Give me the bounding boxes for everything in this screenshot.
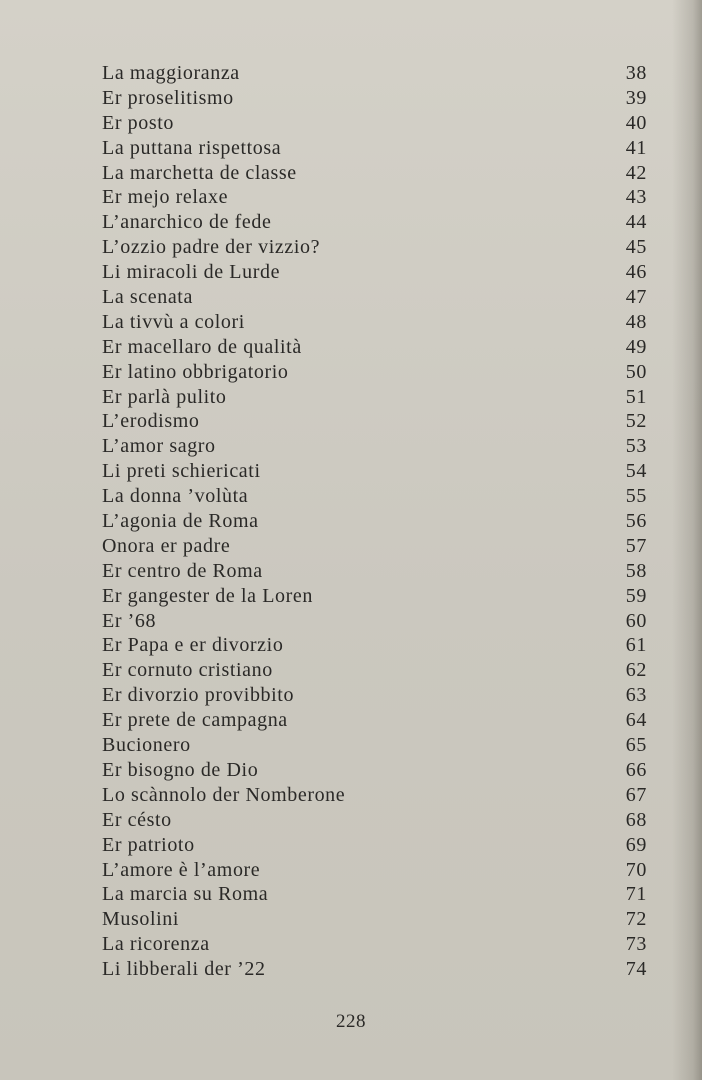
toc-entry-title: L’anarchico de fede (102, 211, 272, 234)
toc-entry-title: Er centro de Roma (102, 559, 263, 582)
toc-entry-page: 39 (625, 86, 647, 109)
toc-entry-page: 52 (625, 410, 647, 433)
toc-entry (102, 609, 647, 634)
toc-entry (102, 559, 647, 584)
toc-entry (102, 783, 647, 808)
toc-entry-page: 43 (625, 186, 647, 209)
toc-entry-title: La tivvù a colori (102, 310, 245, 333)
toc-entry-title: La scenata (102, 286, 193, 309)
toc-entry-title: Er parlà pulito (102, 385, 227, 408)
toc-entry-title: La marcia su Roma (102, 883, 269, 906)
toc-entry-page: 54 (625, 460, 647, 483)
toc-entry-title: L’amore è l’amore (102, 858, 261, 881)
toc-entry-title: La donna ’volùta (102, 485, 249, 508)
toc-entry (102, 758, 647, 783)
toc-entry-page: 59 (625, 584, 647, 607)
toc-entry-page: 73 (625, 933, 647, 956)
toc-entry (102, 633, 647, 658)
toc-entry-page: 40 (625, 111, 647, 134)
toc-entry-page: 53 (625, 435, 647, 458)
toc-entry-page: 49 (625, 335, 647, 358)
toc-entry-title: Li preti schiericati (102, 460, 261, 483)
toc-entry-page: 38 (625, 62, 647, 84)
toc-entry-title: Lo scànnolo der Nomberone (102, 783, 346, 806)
toc-entry-title: Er ’68 (102, 609, 157, 632)
toc-entry (102, 484, 647, 509)
toc-entry-title: Er gangester de la Loren (102, 584, 313, 607)
toc-entry-page: 47 (625, 286, 647, 309)
toc-entry (102, 136, 647, 161)
toc-entry-title: Er macellaro de qualità (102, 335, 302, 358)
toc-entry (102, 584, 647, 609)
toc-entry-title: Li miracoli de Lurde (102, 261, 281, 284)
toc-entry-page: 58 (625, 559, 647, 582)
toc-entry (102, 509, 647, 534)
toc-entry-page: 63 (625, 684, 647, 707)
toc-entry (102, 111, 647, 136)
toc-entry-page: 74 (625, 958, 647, 981)
toc-entry (102, 310, 647, 335)
toc-entry (102, 86, 647, 111)
toc-entry (102, 932, 647, 957)
toc-entry-title: Er divorzio provibbito (102, 684, 295, 707)
toc-entry (102, 683, 647, 708)
toc-entry (102, 61, 647, 86)
toc-entry-page: 45 (625, 236, 647, 259)
toc-entry-page: 44 (625, 211, 647, 234)
toc-entry (102, 733, 647, 758)
toc-entry-page: 71 (625, 883, 647, 906)
toc-entry-page: 42 (625, 161, 647, 184)
toc-entry-title: La marchetta de classe (102, 161, 297, 184)
toc-entry-title: Er césto (102, 808, 172, 831)
toc-entry-title: Musolini (102, 908, 180, 931)
toc-entry-title: L’amor sagro (102, 435, 216, 458)
toc-entry (102, 434, 647, 459)
toc-entry-title: La maggioranza (102, 62, 240, 84)
toc-entry (102, 534, 647, 559)
toc-entry-title: Er cornuto cristiano (102, 659, 273, 682)
toc-entry-title: Er patrioto (102, 833, 195, 856)
toc-entry-page: 41 (625, 136, 647, 159)
toc-entry-title: L’agonia de Roma (102, 510, 259, 533)
toc-entry-title: La puttana rispettosa (102, 136, 282, 159)
toc-entry (102, 360, 647, 385)
toc-entry-page: 69 (625, 833, 647, 856)
toc-entry (102, 409, 647, 434)
toc-entry (102, 335, 647, 360)
toc-entry (102, 385, 647, 410)
toc-entry-title: L’ozzio padre der vizzio? (102, 236, 321, 259)
toc-entry-title: Er bisogno de Dio (102, 758, 259, 781)
toc-entry (102, 459, 647, 484)
toc-entry-title: Er mejo relaxe (102, 186, 229, 209)
toc-entry (102, 161, 647, 186)
toc-entry-page: 70 (625, 858, 647, 881)
toc-entry-page: 72 (625, 908, 647, 931)
toc-entry-page: 64 (625, 709, 647, 732)
toc-entry (102, 858, 647, 883)
toc-entry-title: Bucionero (102, 734, 191, 757)
page-edge-shadow (672, 0, 702, 1080)
table-of-contents (102, 61, 647, 982)
toc-entry-page: 51 (625, 385, 647, 408)
toc-entry-page: 65 (625, 734, 647, 757)
toc-entry (102, 235, 647, 260)
toc-entry-title: Onora er padre (102, 534, 231, 557)
toc-entry (102, 882, 647, 907)
toc-entry-page: 67 (625, 783, 647, 806)
toc-entry-page: 66 (625, 758, 647, 781)
toc-entry (102, 210, 647, 235)
toc-entry-page: 57 (625, 534, 647, 557)
toc-entry-page: 68 (625, 808, 647, 831)
toc-entry-page: 50 (625, 360, 647, 383)
toc-entry-title: Er latino obbrigatorio (102, 360, 289, 383)
toc-entry-page: 60 (625, 609, 647, 632)
toc-entry (102, 260, 647, 285)
toc-entry (102, 658, 647, 683)
toc-entry (102, 808, 647, 833)
toc-entry-title: Li libberali der ’22 (102, 958, 266, 981)
toc-entry-page: 61 (625, 634, 647, 657)
toc-entry-page: 56 (625, 510, 647, 533)
toc-entry-title: La ricorenza (102, 933, 210, 956)
toc-entry-page: 62 (625, 659, 647, 682)
toc-entry-title: Er proselitismo (102, 86, 234, 109)
toc-entry-page: 46 (625, 261, 647, 284)
toc-entry-title: Er prete de campagna (102, 709, 288, 732)
page-number: 228 (336, 1011, 366, 1032)
toc-entry-title: Er Papa e er divorzio (102, 634, 284, 657)
toc-entry-page: 48 (625, 310, 647, 333)
toc-entry (102, 185, 647, 210)
toc-entry-title: L’erodismo (102, 410, 200, 433)
toc-entry (102, 957, 647, 982)
toc-entry-page: 55 (625, 485, 647, 508)
toc-entry (102, 833, 647, 858)
toc-entry (102, 708, 647, 733)
toc-entry (102, 285, 647, 310)
toc-entry-title: Er posto (102, 111, 175, 134)
toc-entry (102, 907, 647, 932)
